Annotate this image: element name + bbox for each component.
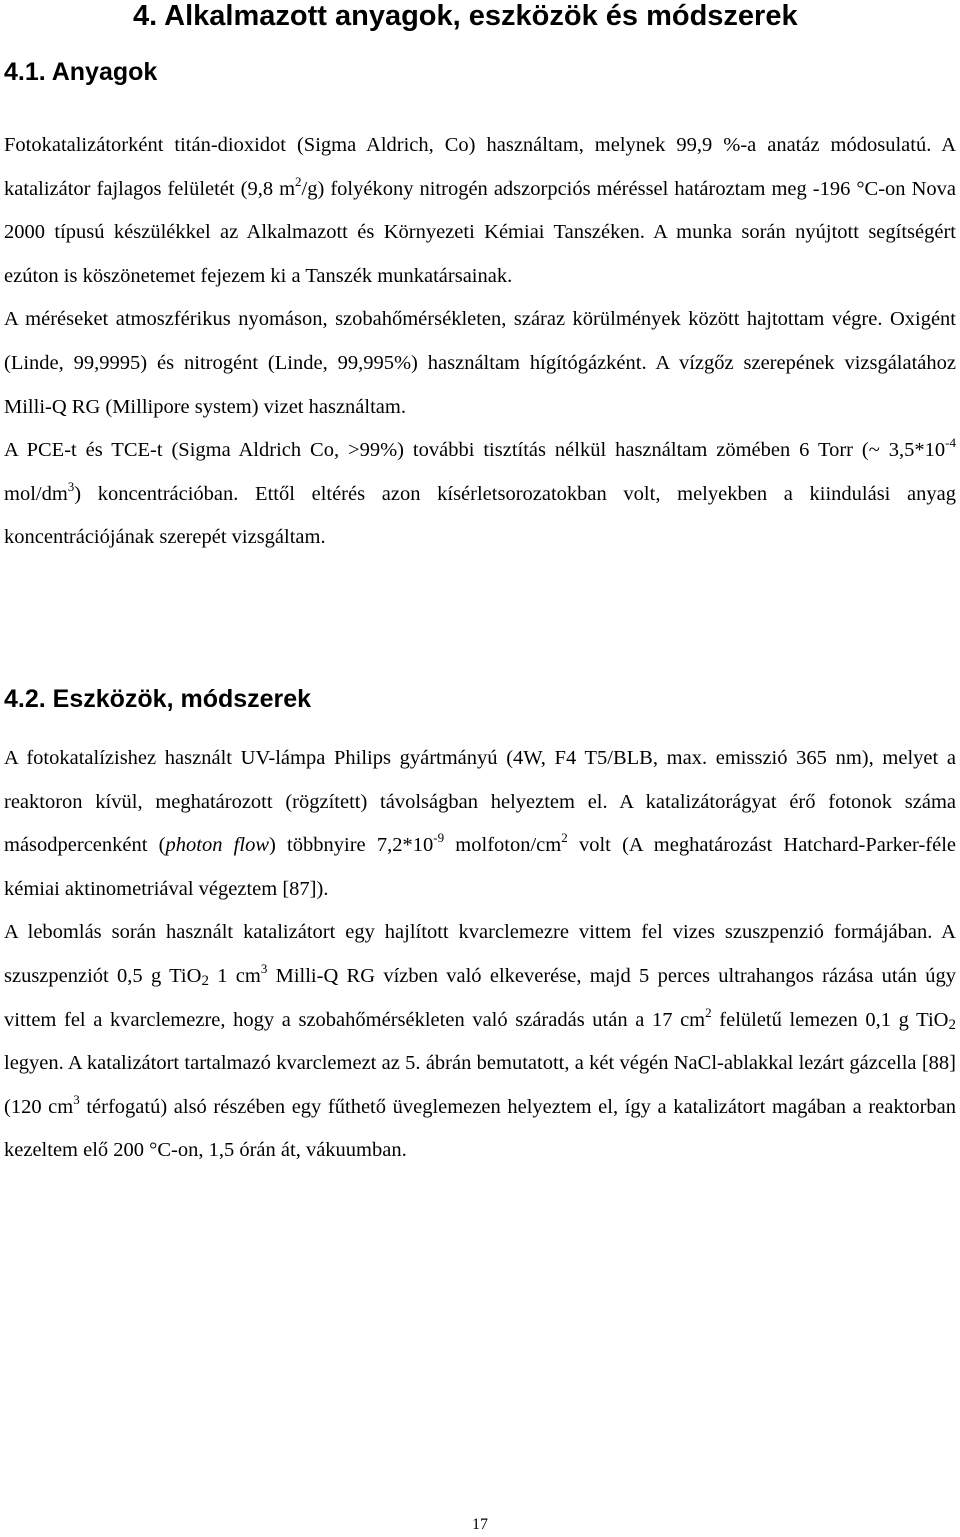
text-run: legyen. A katalizátort tartalmazó kvarclemezt az 5. ábrán bemutatott, a két végén NaCl-ablakkal lezárt gázcella [88] (120 cm (4, 1052, 956, 1118)
subscript: 2 (948, 1016, 956, 1033)
text-run: Milli-Q RG vízben való elkeverése, majd 5 perces ultrahangos rázása után úgy vittem fel a kvarclemezre, hogy a szobahőmérsékleten való száradás után a 17 cm (4, 964, 957, 1031)
superscript: 2 (705, 1004, 712, 1020)
text-run: A fotokatalízishez használt UV-lámpa Philips gyártmányú (4W, F4 T5/BLB, max. emisszió 365 nm), melyet a reaktoron kívül, meghatározott (rögzített) távolságban helyeztem el. A katalizátorágyat érő fotonok száma másodpercenként ( (4, 747, 956, 857)
chapter-title: 4. Alkalmazott anyagok, eszközök és módszerek (133, 0, 798, 32)
paragraph-catalyst (4, 124, 956, 298)
paragraph-uv-lamp (4, 737, 956, 911)
superscript: -4 (945, 435, 956, 451)
text-run: volt (A meghatározást Hatchard-Parker-féle kémiai aktinometriával végeztem [87]). (4, 834, 956, 900)
text-run: molfoton/cm (444, 834, 562, 857)
text-run: mol/dm (4, 482, 68, 505)
page-number: 17 (472, 1516, 488, 1533)
section-body-materials (4, 124, 956, 560)
superscript: 2 (295, 173, 302, 189)
text-run: felületű lemezen 0,1 g TiO (711, 1008, 949, 1031)
paragraph-catalyst-preparation (4, 911, 956, 1173)
text-run: ) koncentrációban. Ettől eltérés azon kísérletsorozatokban volt, melyekben a kiindulási anyag koncentrációjának szerepét vizsgáltam. (4, 482, 956, 549)
superscript: 2 (561, 830, 568, 846)
text-run: A lebomlás során használt katalizátort egy hajlított kvarclemezre vittem fel vizes szuszpenzió formájában. A szuszpenziót 0,5 g TiO (4, 921, 956, 987)
text-run: 1 cm (208, 964, 261, 987)
section-heading-materials: 4.1. Anyagok (4, 58, 158, 86)
paragraph-measurement-conditions: A méréseket atmoszférikus nyomáson, szobahőmérsékleten, száraz körülmények között hajtottam végre. Oxigént (Linde, 99,9995) és nitrogént (Linde, 99,995%) használtam hígítógázként. A vízgőz szerepének vizsgálatához Milli-Q RG (Millipore system) vizet használtam. (4, 308, 956, 418)
superscript: 3 (73, 1091, 80, 1107)
text-run: /g) folyékony nitrogén adszorpciós méréssel határoztam meg -196 °C-on Nova 2000 típusú készülékkel az Alkalmazott és Környezeti Kémiai Tanszéken. A munka során nyújtott segítségért ezúton is köszönetemet fejezem ki a Tanszék munkatársainak. (4, 177, 956, 287)
section-body-methods (4, 737, 956, 1173)
section-heading-methods: 4.2. Eszközök, módszerek (4, 685, 312, 713)
superscript: 3 (260, 960, 268, 976)
italic-term: photon flow (165, 834, 269, 857)
superscript: 3 (67, 478, 75, 494)
paragraph-reagents (4, 429, 956, 560)
text-run: térfogatú) alsó részében egy fűthető üveglemezen helyeztem el, így a katalizátort magában a reaktorban kezeltem elő 200 °C-on, 1,5 órán át, vákuumban. (4, 1095, 956, 1162)
text-run: ) többnyire 7,2*10 (269, 834, 434, 857)
subscript: 2 (201, 972, 209, 989)
text-run: A PCE-t és TCE-t (Sigma Aldrich Co, >99%) további tisztítás nélkül használtam zömében 6 Torr (~ 3,5*10 (4, 439, 946, 462)
text-run: Fotokatalizátorként titán-dioxidot (Sigma Aldrich, Co) használtam, melynek 99,9 %-a anatáz módosulatú. A katalizátor fajlagos felületét (9,8 m (4, 134, 956, 200)
superscript: -9 (433, 830, 445, 846)
